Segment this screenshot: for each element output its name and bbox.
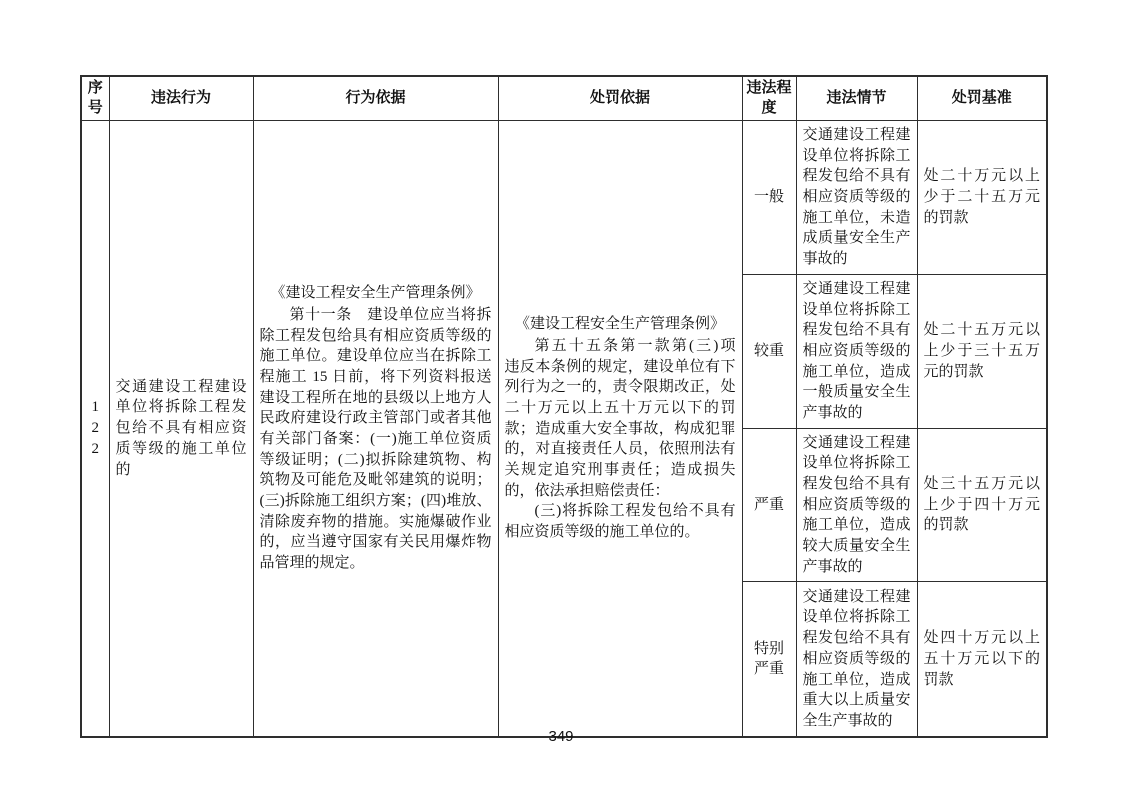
circumstance-cell-heavier: 交通建设工程建设单位将拆除工程发包给不具有相应资质等级的施工单位，造成一般质量安全生产事故的 [796,274,917,428]
penalty-table [80,75,1048,738]
page-number: 349 [548,728,574,745]
circumstance-cell-serious: 交通建设工程建设单位将拆除工程发包给不具有相应资质等级的施工单位，造成较大质量安全生产事故的 [796,428,917,582]
serial-number-cell: 122 [81,121,109,737]
col-header-degree: 违法程度 [742,76,796,121]
benchmark-cell-especially-serious: 处四十万元以上五十万元以下的罚款 [917,582,1047,737]
degree-cell-especially-serious: 特别严重 [742,582,796,737]
col-header-violation: 违法行为 [109,76,253,121]
violation-cell: 交通建设工程建设单位将拆除工程发包给不具有相应资质等级的施工单位的 [109,121,253,737]
benchmark-cell-general: 处二十万元以上少于二十五万元的罚款 [917,121,1047,275]
behavior-basis-body: 第十一条 建设单位应当将拆除工程发包给具有相应资质等级的施工单位。建设单位应当在拆除工程施工 15 日前，将下列资料报送建设工程所在地的县级以上地方人民政府建设行政主管部门或者其他有关部门备案：(一)施工单位资质等级证明；(二)拟拆除建筑物、构筑物及可能危及毗邻建筑的说明；(三)拆除施工组织方案；(四)堆放、清除废弃物的措施。实施爆破作业的，应当遵守国家有关民用爆炸物品管理的规定。 [259,306,492,572]
penalty-basis-item: (三)将拆除工程发包给不具有相应资质等级的施工单位的。 [504,503,736,541]
col-header-benchmark: 处罚基准 [917,76,1047,121]
circumstance-cell-especially-serious: 交通建设工程建设单位将拆除工程发包给不具有相应资质等级的施工单位，造成重大以上质量安全生产事故的 [796,582,917,737]
penalty-basis-body: 第五十五条第一款第(三)项 违反本条例的规定，建设单位有下列行为之一的，责令限期改正，处二十万元以上五十万元以下的罚款；造成重大安全事故，构成犯罪的，对直接责任人员，依照刑法有关规定追究刑事责任；造成损失的，依法承担赔偿责任： [504,337,751,499]
degree-cell-serious: 严重 [742,428,796,582]
col-header-serial: 序号 [81,76,109,121]
penalty-basis-title: 《建设工程安全生产管理条例》 [514,316,725,333]
degree-cell-general: 一般 [742,121,796,275]
col-header-behavior-basis: 行为依据 [253,76,498,121]
behavior-basis-title: 《建设工程安全生产管理条例》 [270,285,481,302]
penalty-basis-cell [498,121,751,737]
degree-cell-heavier: 较重 [742,274,796,428]
col-header-penalty-basis: 处罚依据 [498,76,742,121]
circumstance-cell-general: 交通建设工程建设单位将拆除工程发包给不具有相应资质等级的施工单位，未造成质量安全生产事故的 [796,121,917,275]
col-header-circumstance: 违法情节 [796,76,917,121]
header-row [81,76,1047,121]
benchmark-cell-serious: 处三十五万元以上少于四十万元的罚款 [917,428,1047,582]
table-row [81,121,1047,275]
benchmark-cell-heavier: 处二十五万元以上少于三十五万元的罚款 [917,274,1047,428]
behavior-basis-cell [253,121,498,737]
